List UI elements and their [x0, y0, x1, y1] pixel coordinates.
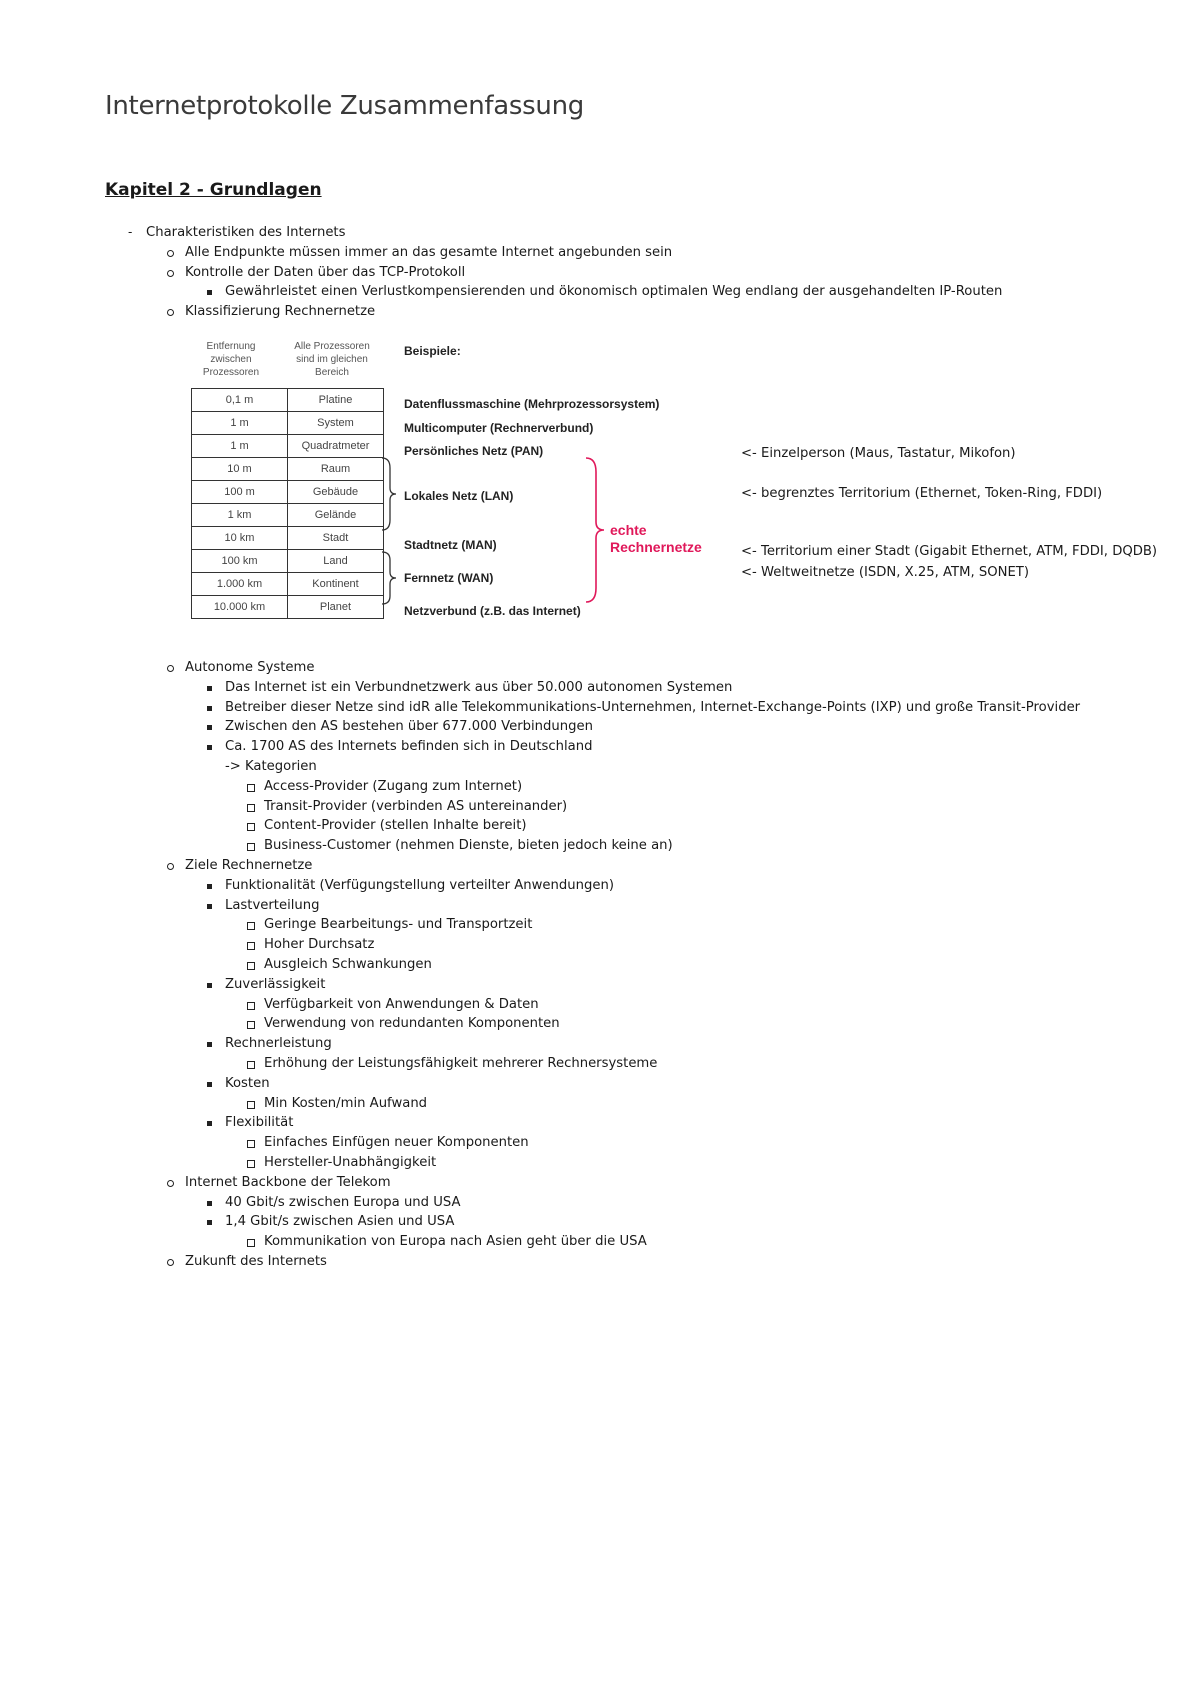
- note-lan: <- begrenztes Territorium (Ethernet, Token-Ring, FDDI): [741, 486, 1103, 501]
- hollow-square-bullet-icon: [247, 1239, 255, 1247]
- list-item: Geringe Bearbeitungs- und Transportzeit: [264, 917, 533, 933]
- example-wan: Fernnetz (WAN): [404, 571, 494, 585]
- circle-bullet-icon: [167, 1180, 174, 1187]
- area-cell: Planet: [288, 596, 384, 619]
- square-bullet-icon: [207, 1042, 212, 1047]
- list-item: -> Kategorien: [225, 759, 317, 774]
- square-bullet-icon: [207, 1201, 212, 1206]
- circle-bullet-icon: [167, 665, 174, 672]
- list-item: Zukunft des Internets: [185, 1254, 327, 1269]
- list-item: Alle Endpunkte müssen immer an das gesamte Internet angebunden sein: [185, 244, 673, 260]
- echte-rechnernetze-label: echte Rechnernetze: [610, 522, 702, 555]
- document-title: Internetprotokolle Zusammenfassung: [105, 91, 584, 122]
- distance-cell: 100 km: [192, 550, 288, 573]
- list-item: Klassifizierung Rechnernetze: [185, 304, 376, 320]
- hollow-square-bullet-icon: [247, 1061, 255, 1069]
- classification-figure: [186, 340, 746, 635]
- figure-header-location: Alle Prozessoren sind im gleichen Bereich: [294, 341, 370, 378]
- circle-bullet-icon: [167, 309, 174, 316]
- square-bullet-icon: [207, 706, 212, 711]
- hollow-square-bullet-icon: [247, 942, 255, 950]
- list-item: Kontrolle der Daten über das TCP-Protokoll: [185, 264, 466, 280]
- list-item: Kommunikation von Europa nach Asien geht über die USA: [264, 1234, 647, 1250]
- list-item: Betreiber dieser Netze sind idR alle Telekommunikations-Unternehmen, Internet-Exchange-Points (IXP) und große Transit-Provider: [225, 699, 1081, 715]
- distance-cell: 10.000 km: [192, 596, 288, 619]
- list-item: Hoher Durchsatz: [264, 937, 375, 953]
- lan-brace: [382, 458, 396, 530]
- list-item: Verfügbarkeit von Anwendungen & Daten: [264, 996, 539, 1012]
- area-cell: Quadratmeter: [288, 435, 384, 458]
- list-item: Erhöhung der Leistungsfähigkeit mehrerer Rechnersysteme: [264, 1056, 658, 1071]
- hollow-square-bullet-icon: [247, 823, 255, 831]
- distance-cell: 1 m: [192, 435, 288, 458]
- distance-cell: 1.000 km: [192, 573, 288, 596]
- area-cell: System: [288, 412, 384, 435]
- distance-cell: 10 m: [192, 458, 288, 481]
- area-cell: Gebäude: [288, 481, 384, 504]
- distance-cell: 10 km: [192, 527, 288, 550]
- list-item: Transit-Provider (verbinden AS untereinander): [264, 798, 568, 814]
- square-bullet-icon: [207, 686, 212, 691]
- hollow-square-bullet-icon: [247, 1021, 255, 1029]
- figure-examples-label: Beispiele:: [404, 344, 461, 358]
- list-item: Zuverlässigkeit: [225, 976, 326, 992]
- square-bullet-icon: [207, 983, 212, 988]
- example-datenfluss: Datenflussmaschine (Mehrprozessorsystem): [404, 397, 660, 411]
- note-pan: <- Einzelperson (Maus, Tastatur, Mikofon): [741, 446, 1016, 461]
- list-item: Lastverteilung: [225, 897, 320, 913]
- distance-cell: 100 m: [192, 481, 288, 504]
- wan-brace: [382, 552, 396, 604]
- list-item: Gewährleistet einen Verlustkompensierenden und ökonomisch optimalen Weg endlang der ausgehandelten IP-Routen: [225, 284, 1003, 300]
- square-bullet-icon: [207, 1082, 212, 1087]
- example-netzverbund: Netzverbund (z.B. das Internet): [404, 604, 581, 618]
- hollow-square-bullet-icon: [247, 1160, 255, 1168]
- square-bullet-icon: [207, 1220, 212, 1225]
- echte-brace: [586, 458, 604, 602]
- figure-braces: [186, 340, 746, 635]
- list-item: Rechnerleistung: [225, 1036, 332, 1052]
- list-item: Funktionalität (Verfügungstellung verteilter Anwendungen): [225, 877, 614, 893]
- hollow-square-bullet-icon: [247, 843, 255, 851]
- list-item: Das Internet ist ein Verbundnetzwerk aus über 50.000 autonomen Systemen: [225, 679, 733, 695]
- circle-bullet-icon: [167, 863, 174, 870]
- list-item: Flexibilität: [225, 1115, 294, 1131]
- example-multicomputer: Multicomputer (Rechnerverbund): [404, 421, 594, 435]
- list-item: Ausgleich Schwankungen: [264, 957, 432, 972]
- distance-cell: 1 km: [192, 504, 288, 527]
- list-item: Charakteristiken des Internets: [146, 225, 346, 240]
- area-cell: Kontinent: [288, 573, 384, 596]
- list-item: Content-Provider (stellen Inhalte bereit): [264, 818, 527, 834]
- list-item: Einfaches Einfügen neuer Komponenten: [264, 1135, 529, 1151]
- hollow-square-bullet-icon: [247, 1101, 255, 1109]
- circle-bullet-icon: [167, 1259, 174, 1266]
- square-bullet-icon: [207, 884, 212, 889]
- square-bullet-icon: [207, 745, 212, 750]
- list-item: Verwendung von redundanten Komponenten: [264, 1016, 560, 1032]
- list-item: Ca. 1700 AS des Internets befinden sich in Deutschland: [225, 739, 593, 755]
- square-bullet-icon: [207, 904, 212, 909]
- hollow-square-bullet-icon: [247, 962, 255, 970]
- list-item: Business-Customer (nehmen Dienste, bieten jedoch keine an): [264, 838, 673, 854]
- list-item: Ziele Rechnernetze: [185, 858, 313, 873]
- figure-header-distance: Entfernung zwischen Prozessoren: [202, 341, 260, 378]
- list-item: Autonome Systeme: [185, 660, 315, 675]
- list-item: Access-Provider (Zugang zum Internet): [264, 778, 523, 794]
- area-cell: Platine: [288, 389, 384, 412]
- distance-cell: 0,1 m: [192, 389, 288, 412]
- dash-bullet-icon: -: [128, 224, 133, 239]
- list-item: Hersteller-Unabhängigkeit: [264, 1155, 437, 1170]
- list-item: Internet Backbone der Telekom: [185, 1174, 391, 1190]
- area-cell: Gelände: [288, 504, 384, 527]
- chapter-heading: Kapitel 2 - Grundlagen: [105, 180, 322, 200]
- list-item: 1,4 Gbit/s zwischen Asien und USA: [225, 1214, 455, 1230]
- area-cell: Land: [288, 550, 384, 573]
- note-wan: <- Weltweitnetze (ISDN, X.25, ATM, SONET): [741, 565, 1029, 580]
- note-man: <- Territorium einer Stadt (Gigabit Ethernet, ATM, FDDI, DQDB): [741, 544, 1158, 559]
- example-lan: Lokales Netz (LAN): [404, 489, 514, 503]
- square-bullet-icon: [207, 725, 212, 730]
- area-cell: Stadt: [288, 527, 384, 550]
- example-man: Stadtnetz (MAN): [404, 538, 497, 552]
- hollow-square-bullet-icon: [247, 1002, 255, 1010]
- square-bullet-icon: [207, 290, 212, 295]
- distance-cell: 1 m: [192, 412, 288, 435]
- list-item: Kosten: [225, 1075, 270, 1091]
- hollow-square-bullet-icon: [247, 922, 255, 930]
- hollow-square-bullet-icon: [247, 804, 255, 812]
- square-bullet-icon: [207, 1121, 212, 1126]
- example-pan: Persönliches Netz (PAN): [404, 444, 544, 458]
- circle-bullet-icon: [167, 270, 174, 277]
- hollow-square-bullet-icon: [247, 784, 255, 792]
- hollow-square-bullet-icon: [247, 1140, 255, 1148]
- list-item: Min Kosten/min Aufwand: [264, 1095, 428, 1111]
- list-item: 40 Gbit/s zwischen Europa und USA: [225, 1194, 461, 1210]
- circle-bullet-icon: [167, 250, 174, 257]
- list-item: Zwischen den AS bestehen über 677.000 Verbindungen: [225, 719, 593, 735]
- area-cell: Raum: [288, 458, 384, 481]
